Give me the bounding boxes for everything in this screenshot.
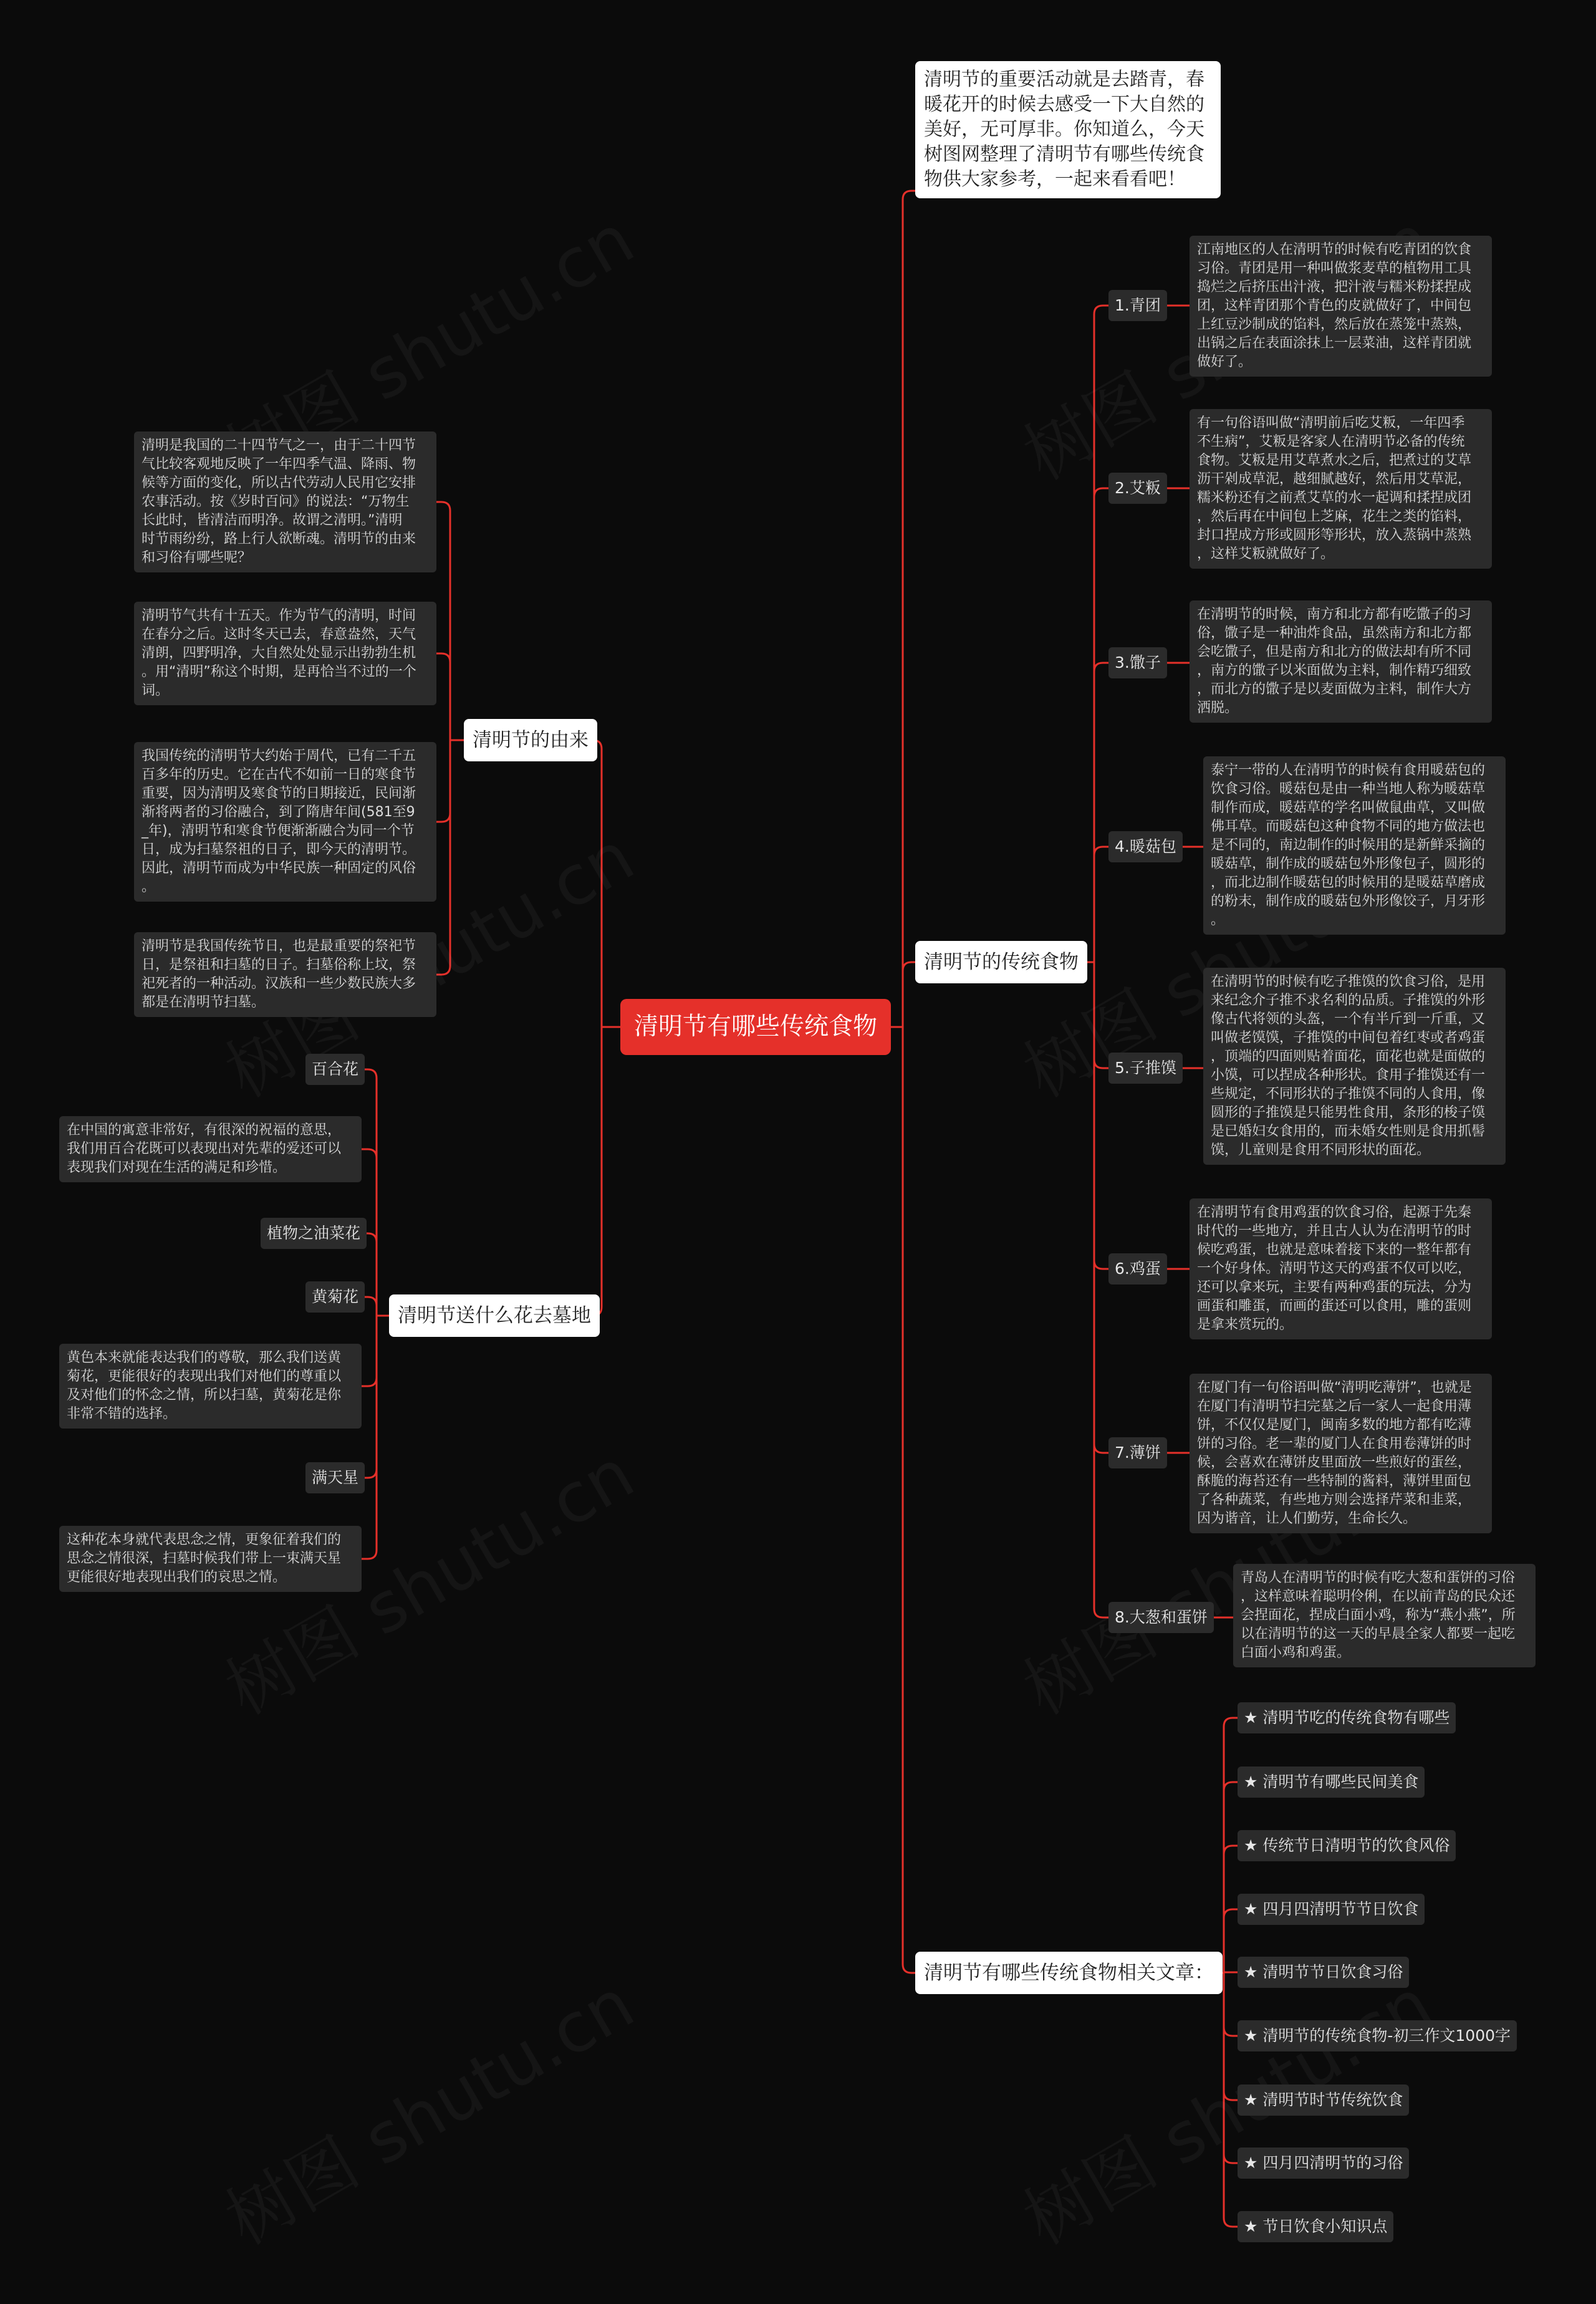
food-item[interactable]: 2.艾粄 (1108, 473, 1167, 504)
food-item[interactable]: 4.暖菇包 (1108, 831, 1183, 862)
food-item[interactable]: 5.子推馍 (1108, 1053, 1183, 1084)
article-link[interactable]: ★ 清明节的传统食物-初三作文1000字 (1238, 2020, 1517, 2051)
text-line: 时代的一些地方，并且古人认为在清明节的时 (1197, 1223, 1472, 1239)
text-line: 制作而成，暖菇草的学名叫做鼠曲草，又叫做 (1211, 800, 1486, 816)
text-line: 叫做老馍馍，子推馍的中间包着红枣或者鸡蛋 (1211, 1030, 1486, 1046)
intro-line: 树图网整理了清明节有哪些传统食 (924, 143, 1204, 165)
text-line: 农事活动。按《岁时百问》的说法：“万物生 (142, 494, 410, 509)
text-line: 一个好身体。清明节这天的鸡蛋不仅可以吃， (1197, 1261, 1472, 1276)
text-line: 候，会喜欢在薄饼皮里面放一些煎好的蛋丝， (1197, 1455, 1472, 1470)
text-line: 在中国的寓意非常好，有很深的祝福的意思， (67, 1122, 342, 1138)
text-line: 还可以拿来玩，主要有两种鸡蛋的玩法，分为 (1197, 1280, 1472, 1295)
branch-origin[interactable]: 清明节的由来 (464, 719, 597, 761)
food-desc[interactable] (1190, 236, 1492, 377)
text-line: 白面小鸡和鸡蛋。 (1241, 1645, 1351, 1661)
text-line: 佛耳草。而暖菇包这种食物不同的地方做法也 (1211, 819, 1486, 834)
connector-food (1087, 847, 1108, 962)
connector-flowers (593, 1027, 620, 1316)
text-line: 食物。艾粄是用艾草煮水之后，把煮过的艾草 (1197, 453, 1472, 468)
text-line: 是拿来赏玩的。 (1197, 1317, 1294, 1333)
text-line: ，南方的馓子以米面做为主料，制作精巧细致 (1197, 663, 1472, 678)
text-line: 词。 (142, 683, 170, 698)
text-line: 些规定，不同形状的子推馍不同的人食用，像 (1211, 1086, 1486, 1102)
text-line: 饼的习俗。老一辈的厦门人在食用卷薄饼的时 (1197, 1436, 1472, 1452)
text-line: 沥干剁成草泥，越细腻越好，然后用艾草泥， (1197, 471, 1472, 487)
text-line: 暖菇草，制作成的暖菇包外形像包子，圆形的 (1211, 856, 1486, 872)
text-line: 江南地区的人在清明节的时候有吃青团的饮食 (1197, 242, 1472, 258)
text-line: 清明是我国的二十四节气之一，由于二十四节 (142, 438, 416, 453)
food-item[interactable]: 8.大葱和蛋饼 (1108, 1602, 1214, 1633)
text-line: 小馍，可以捏成各种形状。食用子推馍还有一 (1211, 1068, 1486, 1083)
text-line: 重要，因为清明及寒食节的日期接近，民间渐 (142, 786, 416, 801)
text-line: 黄色本来就能表达我们的尊敬，那么我们送黄 (67, 1350, 342, 1366)
connector-article (1223, 1782, 1238, 1973)
text-line: 这种花本身就代表思念之情，更象征着我们的 (67, 1532, 342, 1548)
food-item[interactable]: 1.青团 (1108, 290, 1167, 321)
text-line: 在清明节有食用鸡蛋的饮食习俗，起源于先秦 (1197, 1205, 1472, 1220)
text-line: 是不同的，南边制作的时候用的是新鲜采摘的 (1211, 837, 1486, 853)
food-desc[interactable] (1190, 409, 1492, 569)
connector-food (1087, 663, 1108, 962)
text-line: 画蛋和雕蛋，而画的蛋还可以食用，雕的蛋则 (1197, 1298, 1472, 1314)
text-line: 圆形的子推馍是只能男性食用，条形的梭子馍 (1211, 1105, 1486, 1121)
connector-intro (891, 191, 915, 1027)
flower-desc[interactable] (59, 1344, 362, 1429)
food-item[interactable]: 3.馓子 (1108, 647, 1167, 678)
origin-text[interactable] (134, 932, 436, 1017)
text-line: 酥脆的海苔还有一些特制的酱料，薄饼里面包 (1197, 1473, 1472, 1489)
connector-article (1223, 1973, 1238, 2036)
text-line: 。用“清明”称这个时期，是再恰当不过的一个 (142, 664, 416, 680)
text-line: 表现我们对现在生活的满足和珍惜。 (67, 1160, 287, 1175)
text-line: 非常不错的选择。 (67, 1406, 177, 1422)
text-line: ，顶端的四面则贴着面花，面花也就是面做的 (1211, 1049, 1486, 1064)
flower-desc[interactable] (59, 1116, 362, 1182)
text-line: 我国传统的清明节大约始于周代，已有二千五 (142, 748, 416, 764)
intro-line: 暖花开的时候去感受一下大自然的 (924, 94, 1204, 115)
text-line: 日，是祭祖和扫墓的日子。扫墓俗称上坟，祭 (142, 957, 416, 973)
branch-flowers[interactable]: 清明节送什么花去墓地 (389, 1294, 600, 1337)
text-line: 洒脱。 (1197, 700, 1239, 716)
text-line: 俗，馓子是一种油炸食品，虽然南方和北方都 (1197, 625, 1472, 641)
text-line: ，而北方的馓子是以麦面做为主料，制作大方 (1197, 682, 1472, 697)
article-link[interactable]: ★ 四月四清明节节日饮食 (1238, 1894, 1425, 1925)
text-line: 出锅之后在表面涂抹上一层菜油，这样青团就 (1197, 335, 1472, 351)
article-link[interactable]: ★ 四月四清明节的习俗 (1238, 2147, 1409, 2179)
text-line: 时节雨纷纷，路上行人欲断魂。清明节的由来 (142, 531, 416, 547)
article-link[interactable]: ★ 传统节日清明节的饮食风俗 (1238, 1830, 1456, 1861)
text-line: 在清明节的时候，南方和北方都有吃馓子的习 (1197, 607, 1472, 622)
flower-desc[interactable] (59, 1526, 362, 1592)
text-line: 的粉末，制作成的暖菇包外形像饺子，月牙形 (1211, 894, 1486, 909)
text-line: 做好了。 (1197, 354, 1252, 370)
text-line: 上红豆沙制成的馅料，然后放在蒸笼中蒸熟， (1197, 317, 1472, 332)
text-line: 来纪念介子推不求名利的品质。子推馍的外形 (1211, 993, 1486, 1008)
text-line: 候吃鸡蛋，也就是意味着接下来的一整年都有 (1197, 1242, 1472, 1258)
text-line: 和习俗有哪些呢？ (142, 550, 252, 566)
connector-articles (891, 1027, 915, 1973)
text-line: 馍，儿童则是食用不同形状的面花。 (1211, 1142, 1431, 1158)
text-line: 像古代将领的头盔，一个有半斤到一斤重，又 (1211, 1011, 1486, 1027)
flower-item[interactable]: 黄菊花 (305, 1281, 365, 1313)
text-line: 因此，清明节而成为中华民族一种固定的风俗 (142, 860, 416, 876)
branch-articles[interactable]: 清明节有哪些传统食物相关文章： (915, 1952, 1223, 1994)
article-link[interactable]: ★ 清明节节日饮食习俗 (1238, 1957, 1409, 1988)
flower-item[interactable]: 百合花 (305, 1054, 365, 1085)
text-line: 百多年的历史。它在古代不如前一日的寒食节 (142, 767, 416, 783)
connector-flower (367, 1233, 389, 1316)
text-line: 。 (142, 879, 156, 895)
text-line: 气比较客观地反映了一年四季气温、降雨、物 (142, 456, 416, 472)
text-line: 。 (1211, 912, 1225, 928)
text-line: 以在清明节的这一天的早晨全家人都要一起吃 (1241, 1626, 1516, 1642)
connector-flower (362, 1316, 389, 1386)
food-desc[interactable] (1203, 968, 1506, 1165)
text-line: 都是在清明节扫墓。 (142, 995, 266, 1010)
text-line: 渐将两者的习俗融合，到了隋唐年间(581至9 (142, 804, 415, 820)
text-line: ，这样艾粄就做好了。 (1197, 546, 1335, 562)
text-line: 清明节气共有十五天。作为节气的清明，时间 (142, 608, 416, 624)
intro-line: 美好，无可厚非。你知道么，今天 (924, 118, 1204, 140)
food-item[interactable]: 6.鸡蛋 (1108, 1253, 1167, 1285)
text-line: 祀死者的一种活动。汉族和一些少数民族大多 (142, 976, 416, 991)
origin-text[interactable] (134, 742, 436, 902)
text-line: 日，成为扫墓祭祖的日子，即今天的清明节。 (142, 842, 416, 857)
text-line: 思念之情很深，扫墓时候我们带上一束满天星 (67, 1551, 342, 1566)
food-desc[interactable] (1190, 1198, 1492, 1339)
text-line: 不生病”，艾粄是客家人在清明节必备的传统 (1197, 434, 1465, 450)
text-line: 会捏面花，捏成白面小鸡，称为“燕小燕”，所 (1241, 1607, 1516, 1623)
flower-item[interactable]: 满天星 (305, 1462, 365, 1493)
connector-flower (362, 1316, 389, 1559)
food-desc[interactable] (1190, 600, 1492, 723)
text-line: 是已婚妇女食用的，而未婚女性则是食用抓髻 (1211, 1124, 1486, 1139)
text-line: 在清明节的时候有吃子推馍的饮食习俗，是用 (1211, 974, 1486, 990)
food-desc[interactable] (1203, 756, 1506, 935)
connector-food (1087, 488, 1108, 962)
text-line: 清朗，四野明净，大自然处处显示出勃勃生机 (142, 645, 416, 661)
text-line: 了各种蔬菜，有些地方则会选择芹菜和韭菜， (1197, 1492, 1472, 1508)
text-line: 菊花，更能很好的表现出我们对他们的尊重以 (67, 1369, 342, 1384)
text-line: 会吃馓子，但是南方和北方的做法却有所不同 (1197, 644, 1472, 660)
text-line: 饼，不仅仅是厦门，闽南多数的地方都有吃薄 (1197, 1417, 1472, 1433)
origin-text[interactable] (134, 602, 436, 705)
text-line: 青岛人在清明节的时候有吃大葱和蛋饼的习俗 (1241, 1570, 1516, 1586)
text-line: 饮食习俗。暖菇包是由一种当地人称为暖菇草 (1211, 781, 1486, 797)
text-line: ，然后再在中间包上芝麻，花生之类的馅料， (1197, 509, 1472, 524)
article-link[interactable]: ★ 清明节时节传统饮食 (1238, 2085, 1409, 2116)
text-line: 在厦门有清明节扫完墓之后一家人一起食用薄 (1197, 1399, 1472, 1414)
flower-item[interactable]: 植物之油菜花 (261, 1218, 367, 1249)
branch-foods[interactable]: 清明节的传统食物 (915, 941, 1087, 983)
article-link[interactable]: ★ 清明节有哪些民间美食 (1238, 1767, 1425, 1798)
text-line: 长此时，皆清洁而明净。故谓之清明。”清明 (142, 513, 403, 528)
intro-note[interactable] (915, 61, 1221, 198)
text-line: 封口捏成方形或圆形等形状，放入蒸锅中蒸熟 (1197, 528, 1472, 543)
text-line: 我们用百合花既可以表现出对先辈的爱还可以 (67, 1141, 342, 1157)
text-line: 捣烂之后挤压出汁液，把汁液与糯米粉揉捏成 (1197, 279, 1472, 295)
text-line: 糯米粉还有之前煮艾草的水一起调和揉捏成团 (1197, 490, 1472, 506)
text-line: _年)，清明节和寒食节便渐渐融合为同一个节 (142, 823, 415, 839)
text-line: 及对他们的怀念之情，所以扫墓，黄菊花是你 (67, 1387, 342, 1403)
text-line: 团，这样青团那个青色的皮就做好了，中间包 (1197, 298, 1472, 314)
origin-text[interactable] (134, 431, 436, 572)
text-line: 清明节是我国传统节日，也是最重要的祭祀节 (142, 938, 416, 954)
text-line: ，这样意味着聪明伶俐，在以前青岛的民众还 (1241, 1589, 1516, 1604)
connector-origin-text (436, 653, 464, 740)
connector-article (1223, 1972, 1238, 1973)
article-link[interactable]: ★ 节日饮食小知识点 (1238, 2211, 1393, 2242)
food-desc[interactable] (1190, 1374, 1492, 1533)
text-line: 习俗。青团是用一种叫做浆麦草的植物用工具 (1197, 261, 1472, 276)
article-link[interactable]: ★ 清明节吃的传统食物有哪些 (1238, 1702, 1456, 1733)
connector-article (1223, 1909, 1238, 1973)
text-line: 更能很好地表现出我们的哀思之情。 (67, 1569, 287, 1585)
text-line: 因为谐音，让人们勤劳，生命长久。 (1197, 1511, 1417, 1526)
text-line: 在春分之后。这时冬天已去，春意盎然，天气 (142, 627, 416, 642)
food-item[interactable]: 7.薄饼 (1108, 1437, 1167, 1468)
intro-line: 清明节的重要活动就是去踏青，春 (924, 69, 1204, 90)
food-desc[interactable] (1233, 1564, 1536, 1667)
root-topic[interactable]: 清明节有哪些传统食物 (620, 999, 891, 1055)
text-line: 泰宁一带的人在清明节的时候有食用暖菇包的 (1211, 763, 1486, 778)
text-line: 候等方面的变化，所以古代劳动人民用它安排 (142, 475, 416, 491)
text-line: 有一句俗语叫做“清明前后吃艾粄，一年四季 (1197, 415, 1465, 431)
text-line: ，而北边制作暖菇包的时候用的是暖菇草磨成 (1211, 875, 1486, 890)
connector-foods (891, 962, 915, 1027)
intro-line: 物供大家参考，一起来看看吧！ (924, 168, 1186, 190)
text-line: 在厦门有一句俗语叫做“清明吃薄饼”，也就是 (1197, 1380, 1472, 1395)
